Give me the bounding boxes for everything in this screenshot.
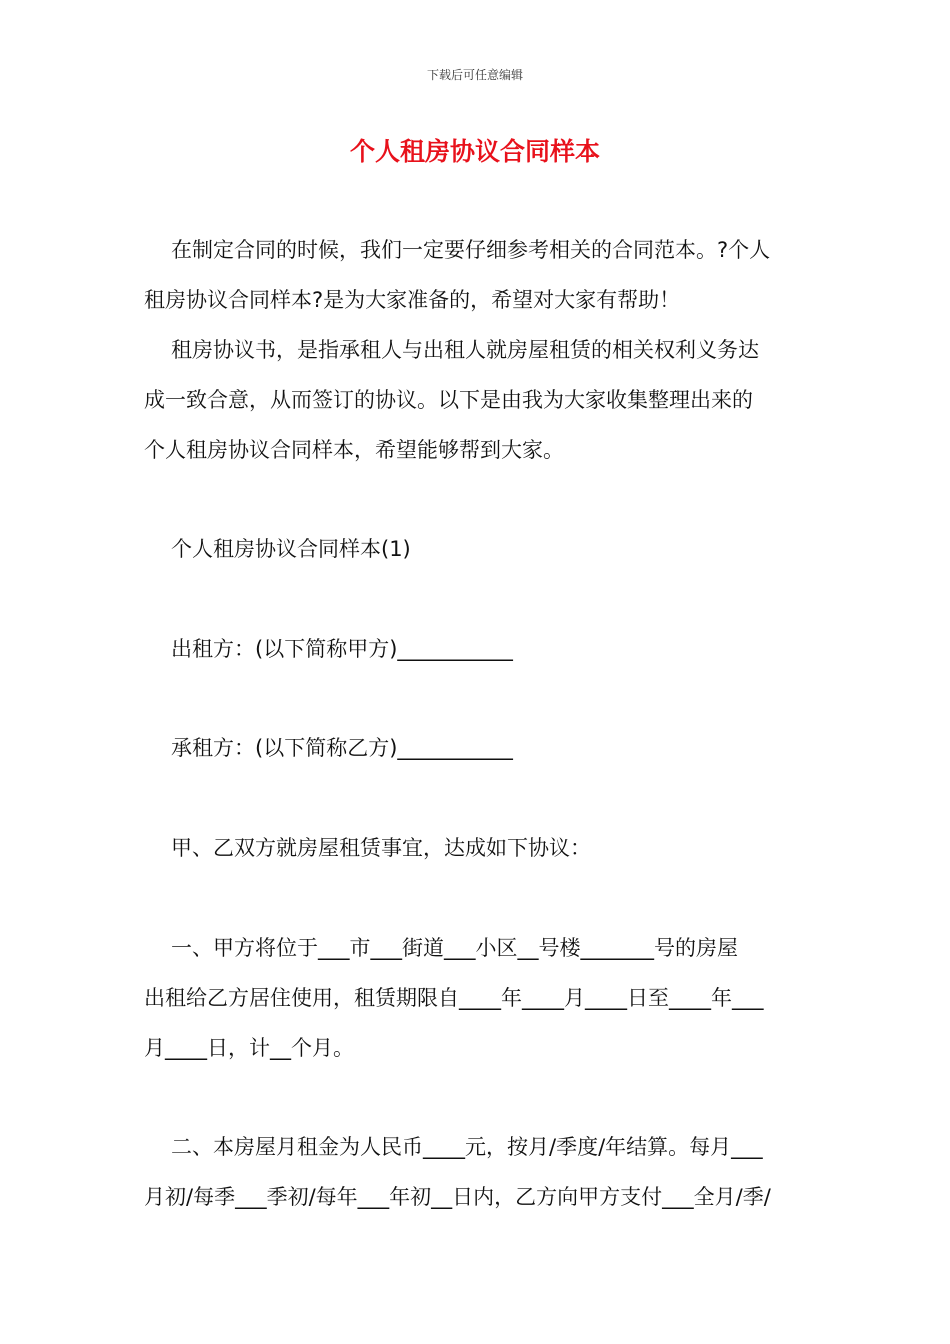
- clause-one-line: 一、甲方将位于___市___街道___小区__号楼_______号的房屋: [171, 936, 738, 960]
- section-heading: 个人租房协议合同样本(1): [171, 537, 411, 561]
- clause-two-line: 二、本房屋月租金为人民币____元，按月/季度/年结算。每月___: [171, 1135, 763, 1159]
- document-title: 个人租房协议合同样本: [349, 137, 600, 166]
- agreement-intro: 甲、乙双方就房屋租赁事宜，达成如下协议：: [171, 836, 591, 860]
- paragraph-line: 成一致合意，从而签订的协议。以下是由我为大家收集整理出来的: [144, 388, 753, 412]
- paragraph-line: 租房协议合同样本?是为大家准备的，希望对大家有帮助！: [144, 288, 681, 312]
- lessor-line: 出租方：(以下简称甲方)___________: [171, 637, 513, 661]
- clause-two-line: 月初/每季___季初/每年___年初__日内，乙方向甲方支付___全月/季/: [144, 1185, 771, 1209]
- paragraph-line: 租房协议书，是指承租人与出租人就房屋租赁的相关权利义务达: [171, 338, 759, 362]
- lessee-line: 承租方：(以下简称乙方)___________: [171, 736, 513, 760]
- clause-one-line: 月____日，计__个月。: [144, 1036, 354, 1060]
- paragraph-line: 在制定合同的时候，我们一定要仔细参考相关的合同范本。?个人: [171, 238, 771, 262]
- paragraph-line: 个人租房协议合同样本，希望能够帮到大家。: [144, 438, 564, 462]
- header-note: 下载后可任意编辑: [426, 68, 523, 82]
- clause-one-line: 出租给乙方居住使用，租赁期限自____年____月____日至____年___: [144, 986, 764, 1010]
